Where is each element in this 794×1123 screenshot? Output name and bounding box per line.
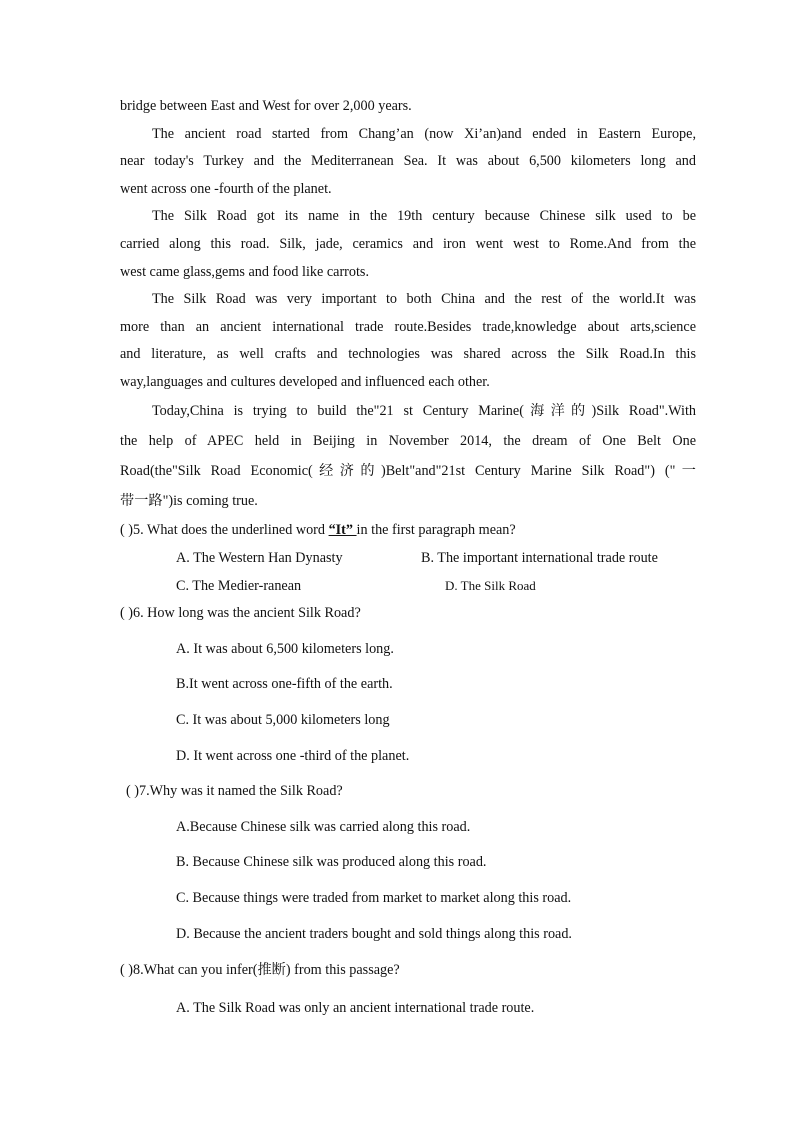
question-7-option-b[interactable]: B. Because Chinese silk was produced along this road.	[176, 854, 487, 870]
question-6-option-c[interactable]: C. It was about 5,000 kilometers long	[176, 712, 390, 728]
question-5-stem-before: ( )5. What does the underlined word	[120, 522, 329, 538]
question-8-stem: ( )8.What can you infer(推断) from this passage?	[120, 962, 400, 978]
question-5-option-c[interactable]: C. The Medier-ranean	[176, 578, 302, 594]
passage-line-13: the help of APEC held in Beijing in November 2014, the dream of One Belt One	[120, 433, 696, 449]
passage-line-8: The Silk Road was very important to both China and the rest of the world.It was	[152, 291, 696, 307]
question-7-option-c[interactable]: C. Because things were traded from market to market along this road.	[176, 890, 572, 906]
question-5-stem	[120, 521, 696, 539]
passage-line-12: Today,China is trying to build the"21 st Century Marine(海洋的)Silk Road".With	[152, 403, 696, 419]
question-5-stem-after: in the first paragraph mean?	[356, 522, 516, 538]
question-6-option-d[interactable]: D. It went across one -third of the planet.	[176, 748, 410, 764]
question-5-option-b[interactable]: B. The important international trade route	[421, 550, 658, 566]
passage-line-7: west came glass,gems and food like carrots.	[120, 264, 369, 280]
passage-line-15: 带一路")is coming true.	[120, 493, 258, 509]
question-5-underlined-word: “It”	[328, 522, 357, 538]
passage-line-14: Road(the"Silk Road Economic(经济的)Belt"and"21st Century Marine Silk Road") ("一	[120, 463, 696, 479]
passage-line-10: and literature, as well crafts and technologies was shared across the Silk Road.In this	[120, 346, 696, 362]
question-6-stem: ( )6. How long was the ancient Silk Road?	[120, 605, 361, 621]
question-7-option-a[interactable]: A.Because Chinese silk was carried along this road.	[176, 819, 471, 835]
question-6-option-a[interactable]: A. It was about 6,500 kilometers long.	[176, 641, 394, 657]
question-7-stem: ( )7.Why was it named the Silk Road?	[126, 783, 343, 799]
passage-line-11: way,languages and cultures developed and influenced each other.	[120, 374, 490, 390]
passage-line-4: went across one -fourth of the planet.	[120, 181, 332, 197]
question-6-option-b[interactable]: B.It went across one-fifth of the earth.	[176, 676, 393, 692]
passage-line-5: The Silk Road got its name in the 19th century because Chinese silk used to be	[152, 208, 696, 224]
passage-line-9: more than an ancient international trade route.Besides trade,knowledge about arts,science	[120, 319, 696, 335]
question-5-option-d[interactable]: D. The Silk Road	[445, 578, 536, 593]
question-7-option-d[interactable]: D. Because the ancient traders bought and sold things along this road.	[176, 926, 572, 942]
question-5-option-a[interactable]: A. The Western Han Dynasty	[176, 550, 343, 566]
question-8-option-a[interactable]: A. The Silk Road was only an ancient international trade route.	[176, 1000, 535, 1016]
passage-line-2: The ancient road started from Chang’an (now Xi’an)and ended in Eastern Europe,	[152, 126, 696, 142]
passage-line-3: near today's Turkey and the Mediterranean Sea. It was about 6,500 kilometers long and	[120, 153, 696, 169]
passage-line-6: carried along this road. Silk, jade, ceramics and iron went west to Rome.And from the	[120, 236, 696, 252]
passage-line-1: bridge between East and West for over 2,000 years.	[120, 98, 412, 114]
